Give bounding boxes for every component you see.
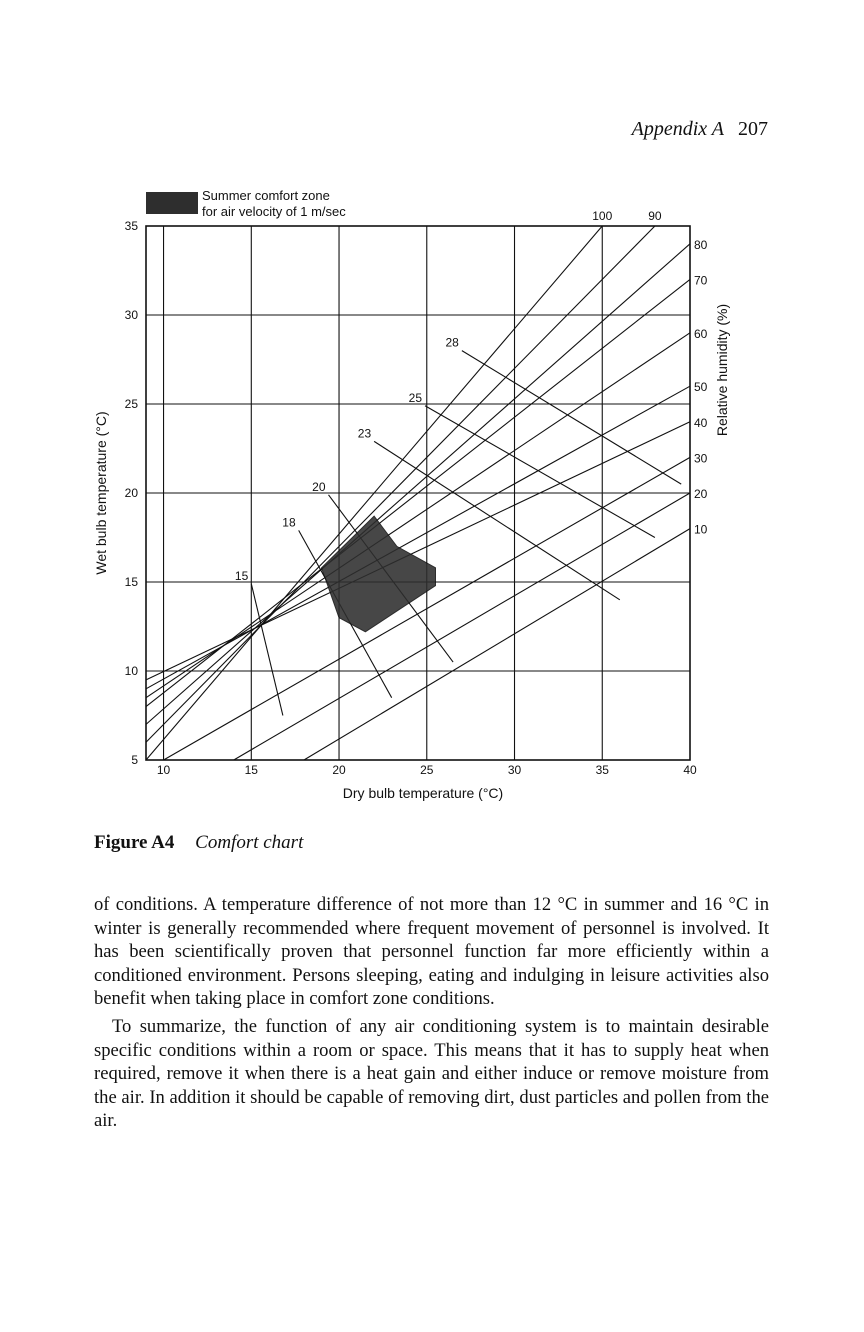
y-tick-label: 15 xyxy=(124,575,138,589)
right-axis-label: Relative humidity (%) xyxy=(714,303,730,437)
page-number: 207 xyxy=(738,118,768,140)
figure-title: Comfort chart xyxy=(195,832,304,853)
et-label-20: 20 xyxy=(312,479,326,494)
running-head-section: Appendix A xyxy=(631,118,724,140)
et-label-25: 25 xyxy=(408,390,423,405)
paragraph-2: To summarize, the function of any air conditioning system is to maintain desirable specific conditions within a room or space. This means that it has to supply heat when required, remove it when there is a heat gain and either induce or remove moisture from the air. In addition it should be capable of removing dirt, dust particles and pollen from the air. xyxy=(94,1015,769,1132)
et-line-15 xyxy=(251,584,283,716)
x-tick-label: 35 xyxy=(595,763,609,777)
rh-line-20 xyxy=(234,493,690,760)
y-tick-label: 5 xyxy=(131,753,138,767)
body-text xyxy=(94,893,769,1133)
rh-label-80: 80 xyxy=(694,237,708,252)
y-tick-label: 35 xyxy=(124,219,138,233)
legend-line-2: for air velocity of 1 m/sec xyxy=(202,204,346,219)
y-axis-label: Wet bulb temperature (°C) xyxy=(93,411,109,575)
figure-caption xyxy=(94,832,303,854)
rh-label-10: 10 xyxy=(694,522,708,537)
et-label-23: 23 xyxy=(357,426,372,441)
y-tick-label: 30 xyxy=(124,308,138,322)
x-tick-label: 20 xyxy=(332,763,346,777)
legend-line-1: Summer comfort zone xyxy=(202,188,330,203)
x-tick-label: 30 xyxy=(507,763,522,777)
rh-label-40: 40 xyxy=(694,415,708,430)
figure-label: Figure A4 xyxy=(94,832,175,853)
x-tick-label: 40 xyxy=(683,763,697,777)
x-tick-label: 15 xyxy=(244,763,258,777)
rh-label-100: 100 xyxy=(592,209,613,223)
rh-label-20: 20 xyxy=(694,487,708,501)
x-axis-label: Dry bulb temperature (°C) xyxy=(342,785,504,801)
et-line-25 xyxy=(425,406,655,538)
legend-swatch xyxy=(146,192,198,214)
y-tick-label: 20 xyxy=(124,486,138,500)
rh-label-60: 60 xyxy=(694,326,708,341)
y-tick-label: 10 xyxy=(124,664,138,678)
rh-line-50 xyxy=(146,386,690,689)
effective-temperature-lines xyxy=(251,351,681,716)
et-label-18: 18 xyxy=(282,515,296,530)
rh-line-40 xyxy=(146,422,690,680)
rh-label-90: 90 xyxy=(648,209,662,223)
paragraph-1: of conditions. A temperature difference of not more than 12 °C in summer and 16 °C in winter is generally recommended where frequent movement of personnel is involved. It has been scientifically proven that personnel function far more efficiently within a conditioned environment. Persons sleeping, eating and indulging in leisure activities also benefit when taking place in comfort zone conditions. xyxy=(94,894,769,1010)
y-tick-label: 25 xyxy=(124,397,138,411)
rh-label-50: 50 xyxy=(694,380,708,395)
rh-label-30: 30 xyxy=(694,451,708,466)
rh-label-70: 70 xyxy=(694,273,708,288)
rh-line-90 xyxy=(146,226,655,742)
x-tick-label: 25 xyxy=(420,763,434,777)
et-label-15: 15 xyxy=(234,568,249,583)
et-label-28: 28 xyxy=(445,335,459,350)
legend xyxy=(146,188,346,219)
x-tick-label: 10 xyxy=(156,763,171,777)
